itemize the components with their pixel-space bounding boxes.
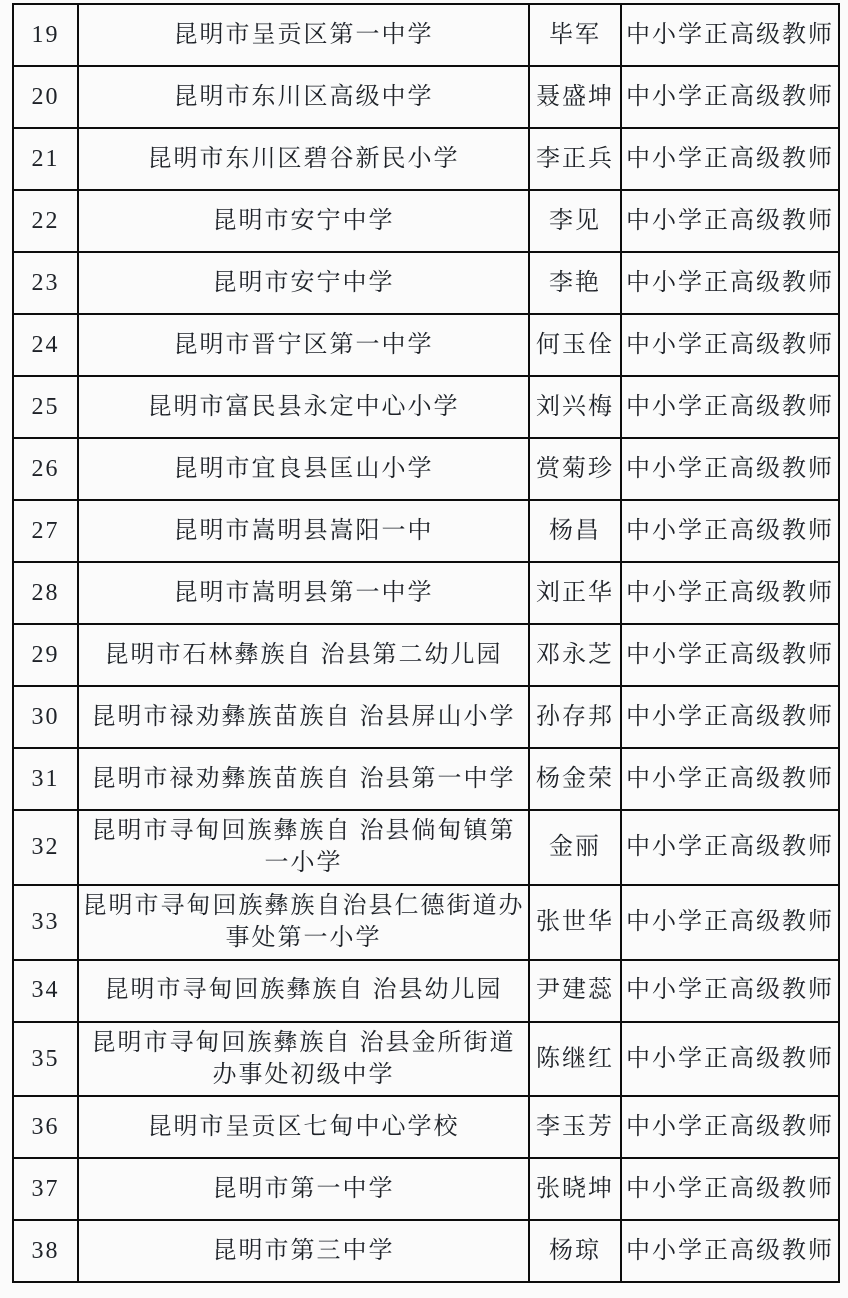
school-cell: 昆明市第一中学 <box>78 1158 529 1220</box>
title-cell: 中小学正高级教师 <box>621 190 839 252</box>
school-cell: 昆明市寻甸回族彝族自治县仁德街道办事处第一小学 <box>78 885 529 960</box>
name-cell: 毕军 <box>529 4 621 66</box>
title-cell: 中小学正高级教师 <box>621 810 839 885</box>
title-cell: 中小学正高级教师 <box>621 960 839 1022</box>
school-cell: 昆明市寻甸回族彝族自 治县金所街道办事处初级中学 <box>78 1022 529 1097</box>
school-cell: 昆明市安宁中学 <box>78 190 529 252</box>
no-cell: 19 <box>13 4 78 66</box>
no-cell: 37 <box>13 1158 78 1220</box>
table-row <box>13 624 839 686</box>
no-cell: 35 <box>13 1022 78 1097</box>
title-cell: 中小学正高级教师 <box>621 314 839 376</box>
table-row <box>13 1220 839 1282</box>
school-cell: 昆明市第三中学 <box>78 1220 529 1282</box>
no-cell: 26 <box>13 438 78 500</box>
title-cell: 中小学正高级教师 <box>621 66 839 128</box>
no-cell: 27 <box>13 500 78 562</box>
school-cell: 昆明市宜良县匡山小学 <box>78 438 529 500</box>
table-row <box>13 376 839 438</box>
school-cell: 昆明市寻甸回族彝族自 治县幼儿园 <box>78 960 529 1022</box>
school-cell: 昆明市东川区碧谷新民小学 <box>78 128 529 190</box>
no-cell: 38 <box>13 1220 78 1282</box>
table-row <box>13 1158 839 1220</box>
name-cell: 何玉佺 <box>529 314 621 376</box>
roster-table-body <box>13 4 839 1282</box>
school-cell: 昆明市呈贡区第一中学 <box>78 4 529 66</box>
no-cell: 25 <box>13 376 78 438</box>
title-cell: 中小学正高级教师 <box>621 686 839 748</box>
table-row <box>13 1096 839 1158</box>
title-cell: 中小学正高级教师 <box>621 1096 839 1158</box>
name-cell: 张晓坤 <box>529 1158 621 1220</box>
no-cell: 22 <box>13 190 78 252</box>
school-cell: 昆明市富民县永定中心小学 <box>78 376 529 438</box>
title-cell: 中小学正高级教师 <box>621 1022 839 1097</box>
no-cell: 23 <box>13 252 78 314</box>
name-cell: 李玉芳 <box>529 1096 621 1158</box>
name-cell: 杨昌 <box>529 500 621 562</box>
school-cell: 昆明市禄劝彝族苗族自 治县屏山小学 <box>78 686 529 748</box>
name-cell: 刘兴梅 <box>529 376 621 438</box>
table-row <box>13 960 839 1022</box>
name-cell: 杨金荣 <box>529 748 621 810</box>
table-row <box>13 686 839 748</box>
title-cell: 中小学正高级教师 <box>621 1220 839 1282</box>
no-cell: 29 <box>13 624 78 686</box>
name-cell: 赏菊珍 <box>529 438 621 500</box>
name-cell: 杨琼 <box>529 1220 621 1282</box>
table-row <box>13 748 839 810</box>
name-cell: 尹建蕊 <box>529 960 621 1022</box>
no-cell: 20 <box>13 66 78 128</box>
no-cell: 31 <box>13 748 78 810</box>
school-cell: 昆明市禄劝彝族苗族自 治县第一中学 <box>78 748 529 810</box>
name-cell: 聂盛坤 <box>529 66 621 128</box>
school-cell: 昆明市石林彝族自 治县第二幼儿园 <box>78 624 529 686</box>
school-cell: 昆明市嵩明县嵩阳一中 <box>78 500 529 562</box>
table-row <box>13 810 839 885</box>
no-cell: 36 <box>13 1096 78 1158</box>
no-cell: 21 <box>13 128 78 190</box>
name-cell: 李正兵 <box>529 128 621 190</box>
no-cell: 30 <box>13 686 78 748</box>
title-cell: 中小学正高级教师 <box>621 624 839 686</box>
table-row <box>13 190 839 252</box>
name-cell: 孙存邦 <box>529 686 621 748</box>
table-row <box>13 438 839 500</box>
title-cell: 中小学正高级教师 <box>621 376 839 438</box>
title-cell: 中小学正高级教师 <box>621 438 839 500</box>
no-cell: 32 <box>13 810 78 885</box>
no-cell: 28 <box>13 562 78 624</box>
no-cell: 33 <box>13 885 78 960</box>
school-cell: 昆明市安宁中学 <box>78 252 529 314</box>
title-cell: 中小学正高级教师 <box>621 500 839 562</box>
title-cell: 中小学正高级教师 <box>621 1158 839 1220</box>
table-row <box>13 500 839 562</box>
table-row <box>13 66 839 128</box>
title-cell: 中小学正高级教师 <box>621 562 839 624</box>
table-row <box>13 1022 839 1097</box>
school-cell: 昆明市晋宁区第一中学 <box>78 314 529 376</box>
table-row <box>13 885 839 960</box>
table-row <box>13 4 839 66</box>
name-cell: 邓永芝 <box>529 624 621 686</box>
school-cell: 昆明市东川区高级中学 <box>78 66 529 128</box>
title-cell: 中小学正高级教师 <box>621 748 839 810</box>
name-cell: 李艳 <box>529 252 621 314</box>
name-cell: 张世华 <box>529 885 621 960</box>
teacher-roster-table <box>12 3 840 1283</box>
name-cell: 金丽 <box>529 810 621 885</box>
no-cell: 24 <box>13 314 78 376</box>
title-cell: 中小学正高级教师 <box>621 128 839 190</box>
title-cell: 中小学正高级教师 <box>621 885 839 960</box>
title-cell: 中小学正高级教师 <box>621 4 839 66</box>
name-cell: 刘正华 <box>529 562 621 624</box>
table-row <box>13 128 839 190</box>
school-cell: 昆明市呈贡区七甸中心学校 <box>78 1096 529 1158</box>
table-row <box>13 252 839 314</box>
school-cell: 昆明市嵩明县第一中学 <box>78 562 529 624</box>
table-row <box>13 314 839 376</box>
title-cell: 中小学正高级教师 <box>621 252 839 314</box>
no-cell: 34 <box>13 960 78 1022</box>
school-cell: 昆明市寻甸回族彝族自 治县倘甸镇第一小学 <box>78 810 529 885</box>
name-cell: 陈继红 <box>529 1022 621 1097</box>
name-cell: 李见 <box>529 190 621 252</box>
table-row <box>13 562 839 624</box>
